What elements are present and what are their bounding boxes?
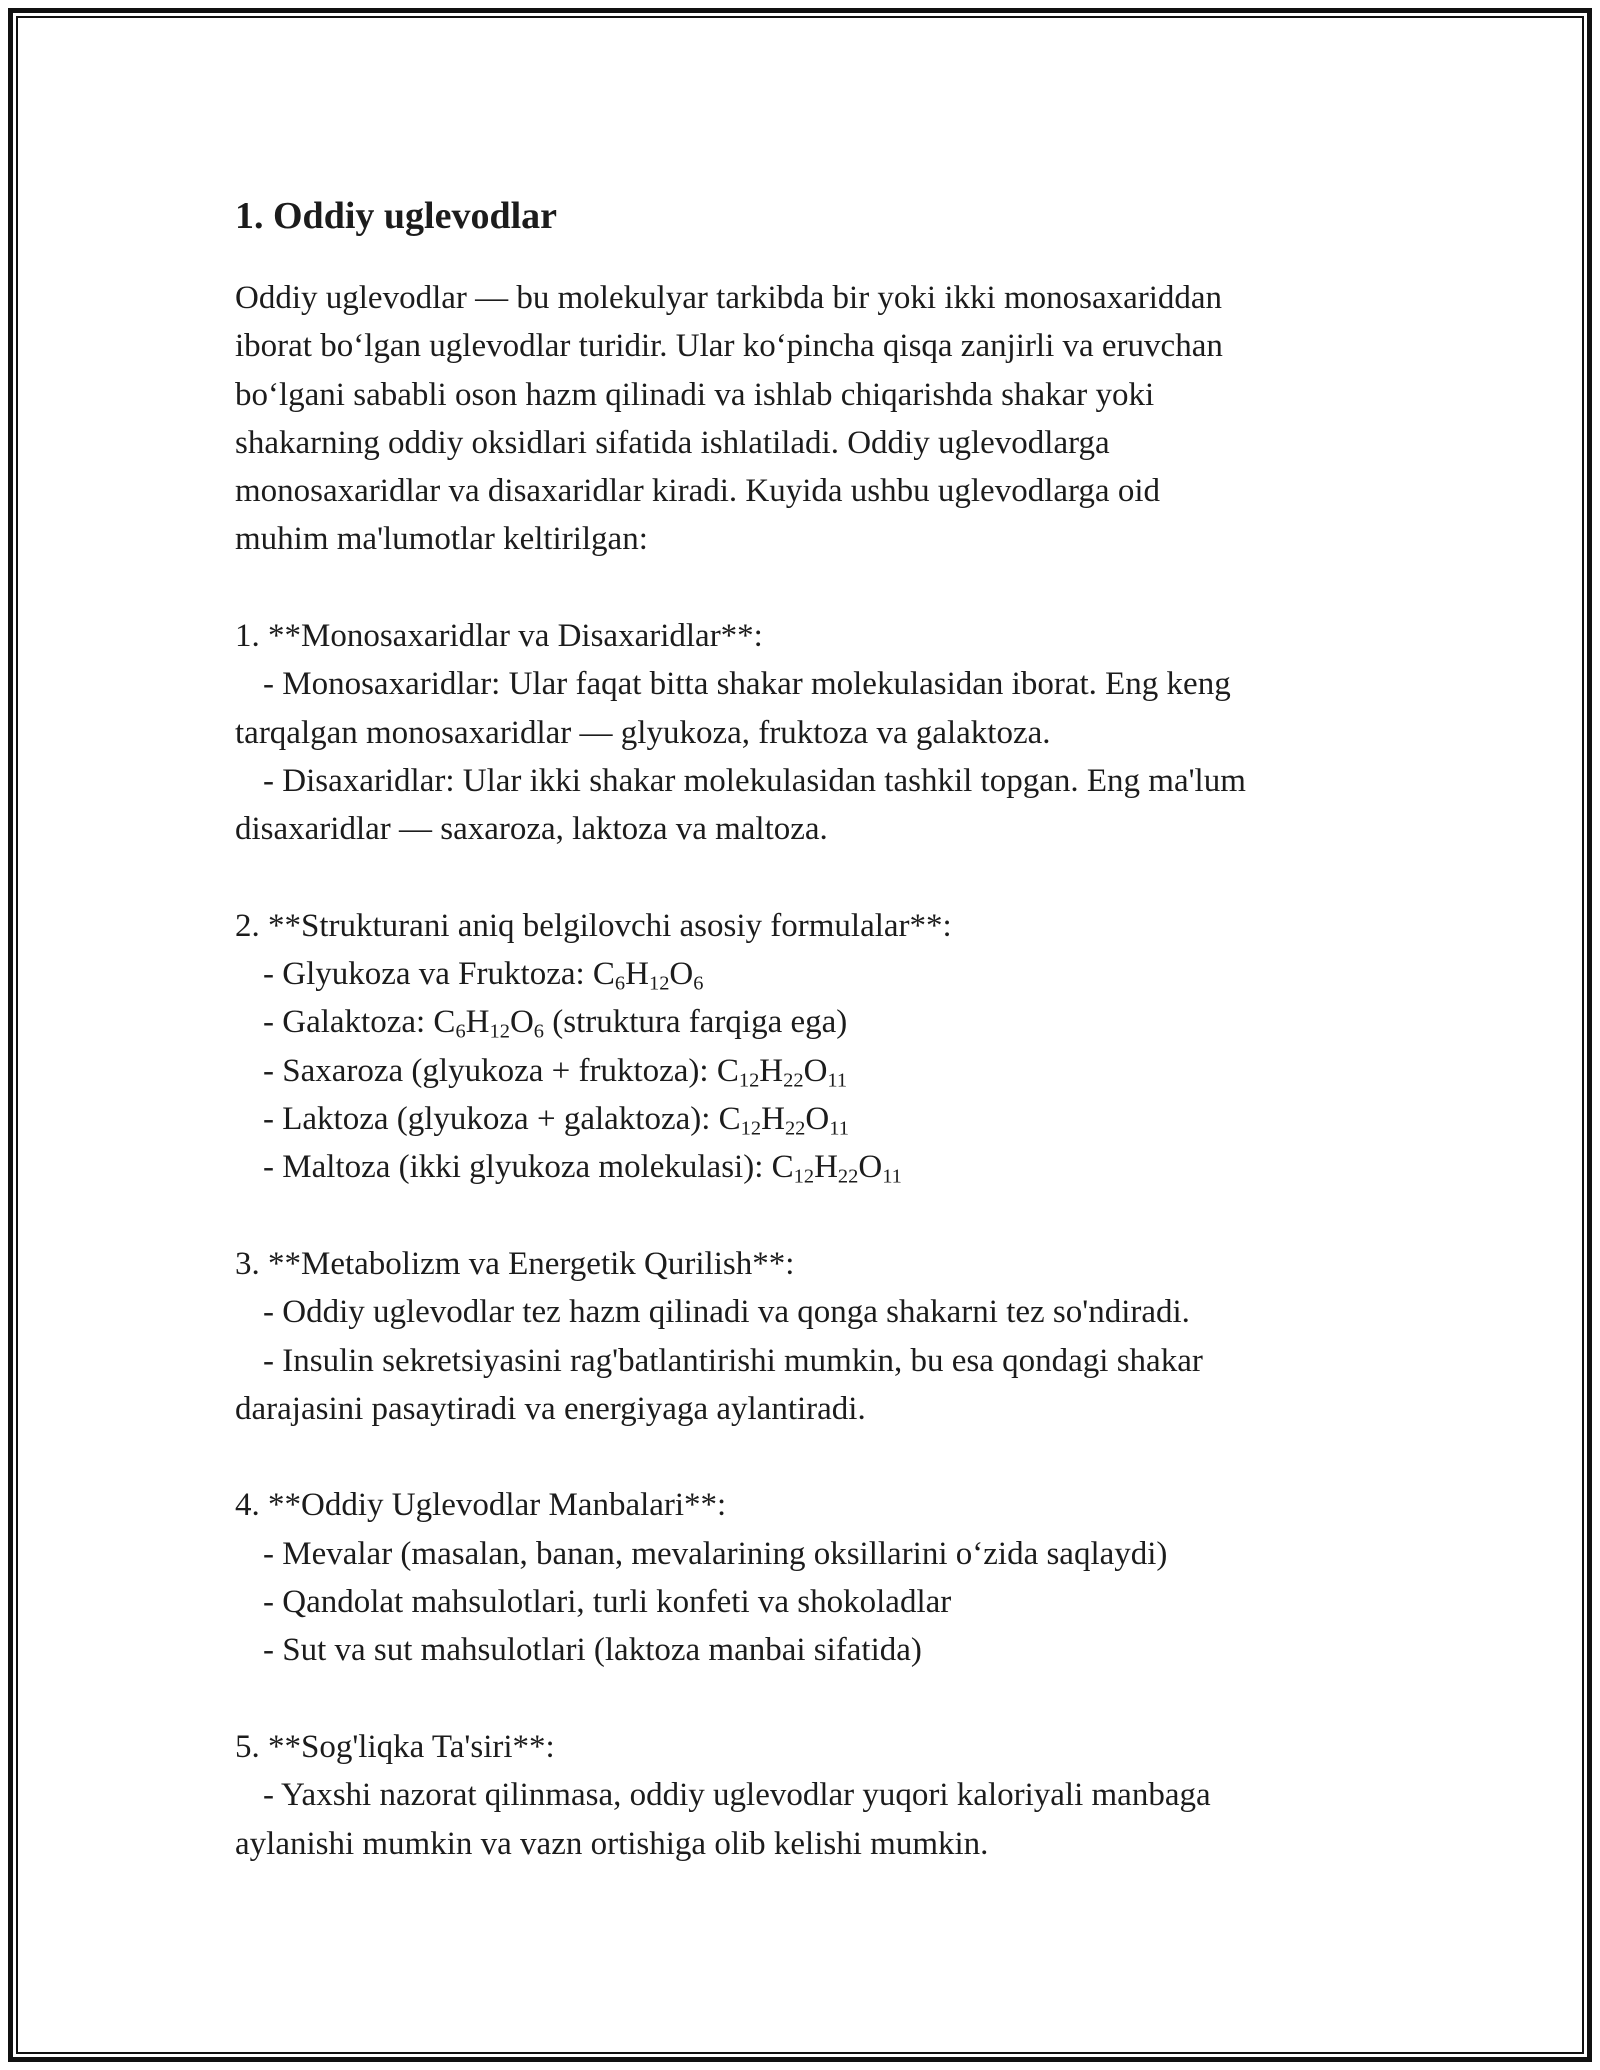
- section-line: darajasini pasaytiradi va energiyaga aylantiradi.: [235, 1390, 866, 1427]
- section-health: [235, 1723, 1375, 1868]
- section-sources: [235, 1481, 1375, 1674]
- section-title: 2. **Strukturani aniq belgilovchi asosiy formulalar**:: [235, 907, 952, 944]
- intro-line: muhim ma'lumotlar keltirilgan:: [235, 521, 648, 558]
- section-line: - Oddiy uglevodlar tez hazm qilinadi va qonga shakarni tez so'ndiradi.: [263, 1294, 1190, 1331]
- section-monosaccharides: [235, 612, 1375, 853]
- section-title: 5. **Sog'liqka Ta'siri**:: [235, 1728, 555, 1765]
- section-line: disaxaridlar — saxaroza, laktoza va maltoza.: [235, 811, 828, 848]
- intro-line: bo‘lgani sababli oson hazm qilinadi va ishlab chiqarishda shakar yoki: [235, 376, 1155, 413]
- formula-item: - Saxaroza (glyukoza + fruktoza): $C_{12}H_{22}O_{11}$: [263, 1052, 848, 1092]
- page-title: 1. Oddiy uglevodlar: [235, 195, 557, 237]
- formula-item: - Glyukoza va Fruktoza: $C_6H_{12}O_6$: [263, 956, 704, 995]
- section-line: aylanishi mumkin va vazn ortishiga olib kelishi mumkin.: [235, 1825, 989, 1862]
- document-page: [235, 186, 1375, 1868]
- section-line: - Disaxaridlar: Ular ikki shakar molekulasidan tashkil topgan. Eng ma'lum: [263, 762, 1246, 799]
- formula-item: - Galaktoza: $C_6H_{12}O_6$ (struktura farqiga ega): [263, 1004, 848, 1044]
- section-line: tarqalgan monosaxaridlar — glyukoza, fruktoza va galaktoza.: [235, 714, 1051, 751]
- section-line: - Qandolat mahsulotlari, turli konfeti va shokoladlar: [263, 1584, 952, 1621]
- intro-line: monosaxaridlar va disaxaridlar kiradi. Kuyida ushbu uglevodlarga oid: [235, 473, 1160, 510]
- intro-line: shakarning oddiy oksidlari sifatida ishlatiladi. Oddiy uglevodlarga: [235, 424, 1110, 461]
- section-line: - Yaxshi nazorat qilinmasa, oddiy uglevodlar yuqori kaloriyali manbaga: [263, 1777, 1211, 1814]
- section-line: - Monosaxaridlar: Ular faqat bitta shakar molekulasidan iborat. Eng keng: [263, 666, 1231, 703]
- section-line: - Mevalar (masalan, banan, mevalarining oksillarini o‘zida saqlaydi): [263, 1535, 1168, 1572]
- section-title: 4. **Oddiy Uglevodlar Manbalari**:: [235, 1487, 727, 1524]
- section-metabolism: [235, 1240, 1375, 1433]
- section-line: - Sut va sut mahsulotlari (laktoza manbai sifatida): [263, 1632, 922, 1669]
- intro-line: Oddiy uglevodlar — bu molekulyar tarkibda bir yoki ikki monosaxariddan: [235, 280, 1223, 316]
- intro-line: iborat bo‘lgan uglevodlar turidir. Ular ko‘pincha qisqa zanjirli va eruvchan: [235, 328, 1223, 365]
- section-title: 3. **Metabolizm va Energetik Qurilish**:: [235, 1245, 795, 1282]
- section-title: 1. **Monosaxaridlar va Disaxaridlar**:: [235, 618, 763, 655]
- section-formulas: [235, 902, 1375, 1192]
- formula-item: - Maltoza (ikki glyukoza molekulasi): $C_{12}H_{22}O_{11}$: [263, 1149, 902, 1189]
- intro-paragraph: [235, 274, 1375, 564]
- section-line: - Insulin sekretsiyasini rag'batlantirishi mumkin, bu esa qondagi shakar: [263, 1342, 1203, 1379]
- formula-item: - Laktoza (glyukoza + galaktoza): $C_{12}H_{22}O_{11}$: [263, 1101, 849, 1140]
